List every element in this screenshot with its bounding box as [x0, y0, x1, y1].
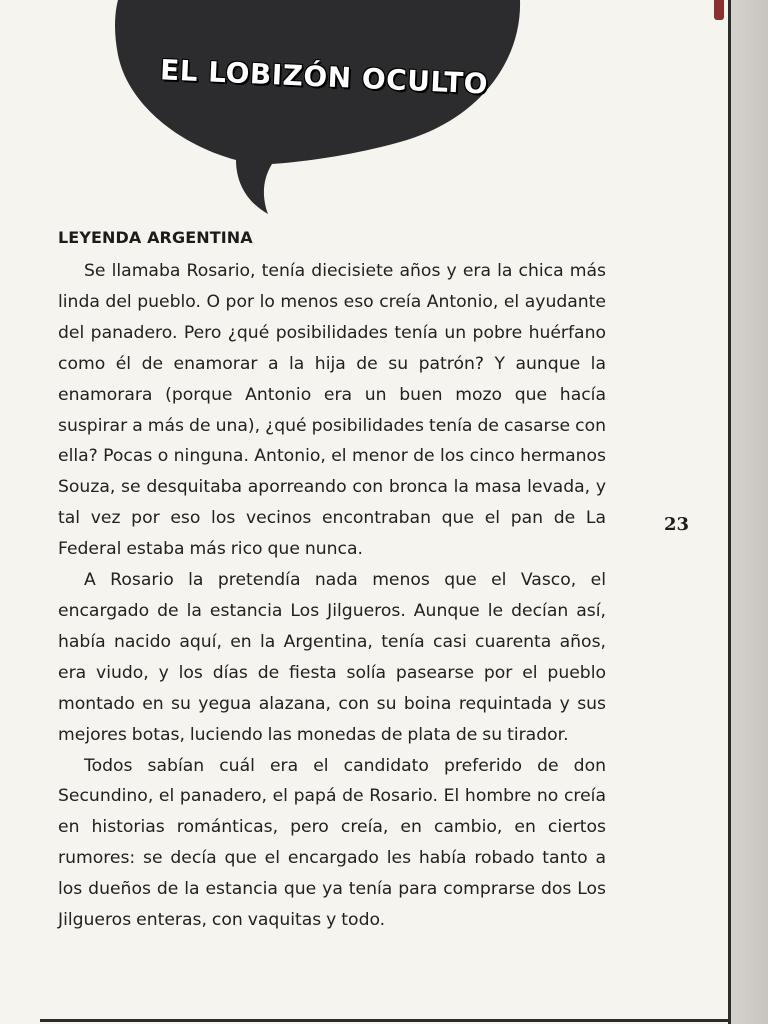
bottom-divider — [40, 1019, 730, 1022]
chapter-title: EL LOBIZÓN OCULTO — [159, 53, 489, 101]
paragraph: Se llamaba Rosario, tenía diecisiete años y era la chica más linda del pueblo. O por lo menos eso creía Antonio, el ayudante del panadero. Pero ¿qué posibilidades tenía un pobre huérfano como él de enamorar a la hija de su patrón? Y aunque la enamorara (porque Antonio era un buen mozo que hacía suspirar a más de una), ¿qué posibilidades tenía de casarse con ella? Pocas o ninguna. Antonio, el menor de los cinco hermanos Souza, se desquitaba aporreando con bronca la masa levada, y tal vez por eso los vecinos encontraban que el pan de La Federal estaba más rico que nunca. — [58, 261, 606, 560]
paragraph: Todos sabían cuál era el candidato preferido de don Secundino, el panadero, el papá de Rosario. El hombre no creía en historias románticas, pero creía, en cambio, en ciertos rumores: se decía que el encargado les había robado tanto a los dueños de la estancia que ya tenía para comprarse dos Los Jilgueros enteras, con vaquitas y todo. — [58, 755, 606, 931]
page-number: 23 — [664, 514, 690, 535]
corner-mark — [714, 0, 724, 20]
story-text — [58, 256, 606, 936]
legend-label: LEYENDA ARGENTINA — [58, 228, 253, 247]
paragraph: A Rosario la pretendía nada menos que el Vasco, el encargado de la estancia Los Jilgueros. Aunque le decían así, había nacido aquí, en la Argentina, tenía casi cuarenta años, era viudo, y los días de fiesta solía pasearse por el pueblo montado en su yegua alazana, con su boina requintada y sus mejores botas, luciendo las monedas de plata de su tirador. — [58, 570, 606, 745]
speech-bubble — [0, 0, 728, 225]
speech-bubble-shape — [115, 0, 520, 214]
